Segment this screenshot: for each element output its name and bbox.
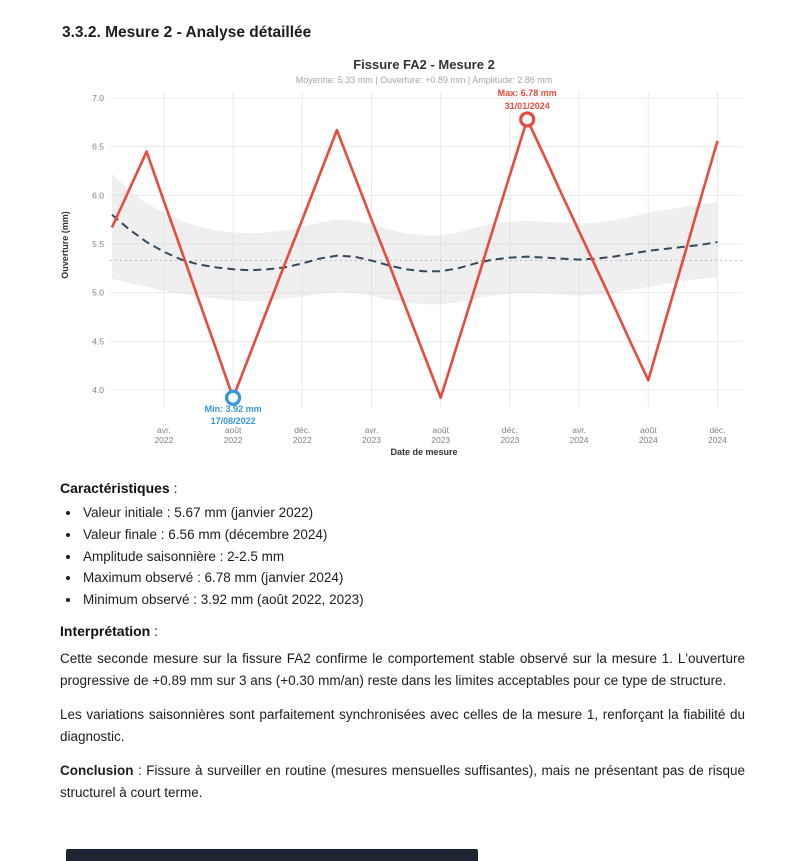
y-tick-label: 5.0 [92, 287, 104, 298]
x-tick-label: déc. [501, 425, 518, 435]
x-tick-label: 2022 [292, 435, 312, 445]
list-item: • Maximum observé : 6.78 mm (janvier 2024) [81, 567, 745, 589]
x-tick-label: déc. [709, 425, 726, 435]
y-axis-title: Ouverture (mm) [60, 211, 70, 279]
y-tick-label: 6.0 [92, 190, 104, 201]
max-marker [521, 113, 534, 126]
chart-subtitle: Moyenne: 5.33 mm | Ouverture: +0.89 mm | Amplitude: 2.86 mm [295, 75, 553, 85]
interpretation-heading-colon: : [150, 622, 159, 639]
x-tick-label: août [432, 425, 449, 435]
x-tick-label: 2024 [569, 435, 589, 445]
y-tick-label: 6.5 [92, 141, 104, 152]
conclusion-separator: : [133, 762, 147, 778]
x-tick-label: 2024 [638, 435, 658, 445]
text-content [60, 480, 745, 816]
x-tick-label: déc. [294, 425, 311, 435]
list-item: • Amplitude saisonnière : 2-2.5 mm [81, 546, 745, 568]
x-axis-title: Date de mesure [390, 447, 458, 457]
interpretation-heading-text: Interprétation [60, 622, 151, 639]
x-tick-label: avr. [364, 425, 379, 435]
y-tick-label: 5.5 [92, 238, 104, 249]
section-heading: 3.3.2. Mesure 2 - Analyse détaillée [62, 24, 312, 41]
list-item: • Minimum observé : 3.92 mm (août 2022, 2023) [81, 589, 745, 611]
x-tick-label: 2022 [223, 435, 243, 445]
x-tick-label: 2022 [154, 435, 174, 445]
interpretation-heading [60, 623, 745, 639]
interpretation-paragraph-2: Les variations saisonnières sont parfaitement synchronisées avec celles de la mesure 1, renforçant la fiabilité du diagnostic. [60, 706, 745, 744]
x-tick-label: 2024 [708, 435, 727, 445]
conclusion-text: Fissure à surveiller en routine (mesures mensuelles suffisantes), mais ne présentant pas de risque structurel à court terme. [60, 762, 745, 800]
conclusion-paragraph [60, 760, 745, 804]
x-tick-label: 2023 [500, 435, 520, 445]
y-tick-label: 4.0 [92, 384, 104, 395]
next-block-top-bar [66, 849, 478, 861]
max-annotation-label: Max: 6.78 mm [497, 88, 557, 98]
y-tick-label: 7.0 [92, 93, 104, 103]
interpretation-paragraph-1: Cette seconde mesure sur la fissure FA2 confirme le comportement stable observé sur la mesure 1. L'ouverture progressive de +0.89 mm sur 3 ans (+0.30 mm/an) reste dans les limites acceptables pour ce type de structure. [60, 650, 745, 688]
x-tick-label: avr. [572, 425, 586, 435]
x-tick-label: août [640, 425, 657, 435]
caracteristiques-heading-colon: : [169, 480, 178, 496]
x-tick-label: 2023 [362, 435, 381, 445]
y-tick-label: 4.5 [92, 336, 104, 347]
min-annotation-label: Min: 3.92 mm [204, 404, 262, 414]
chart [0, 55, 800, 465]
chart-title: Fissure FA2 - Mesure 2 [353, 57, 495, 72]
list-item: • Valeur initiale : 5.67 mm (janvier 2022) [81, 502, 745, 524]
caracteristiques-list [60, 502, 745, 611]
min-annotation-date: 17/08/2022 [210, 416, 256, 426]
x-tick-label: avr. [157, 425, 171, 435]
list-item: • Valeur finale : 6.56 mm (décembre 2024) [81, 524, 745, 546]
caracteristiques-heading [60, 480, 745, 496]
x-tick-label: 2023 [431, 435, 451, 445]
min-marker [227, 391, 240, 404]
max-annotation-date: 31/01/2024 [504, 101, 550, 111]
confidence-band [112, 174, 718, 304]
caracteristiques-heading-text: Caractéristiques [60, 480, 170, 496]
chart-plot-area [92, 88, 742, 445]
conclusion-label: Conclusion [60, 762, 134, 778]
x-tick-label: août [224, 425, 242, 435]
